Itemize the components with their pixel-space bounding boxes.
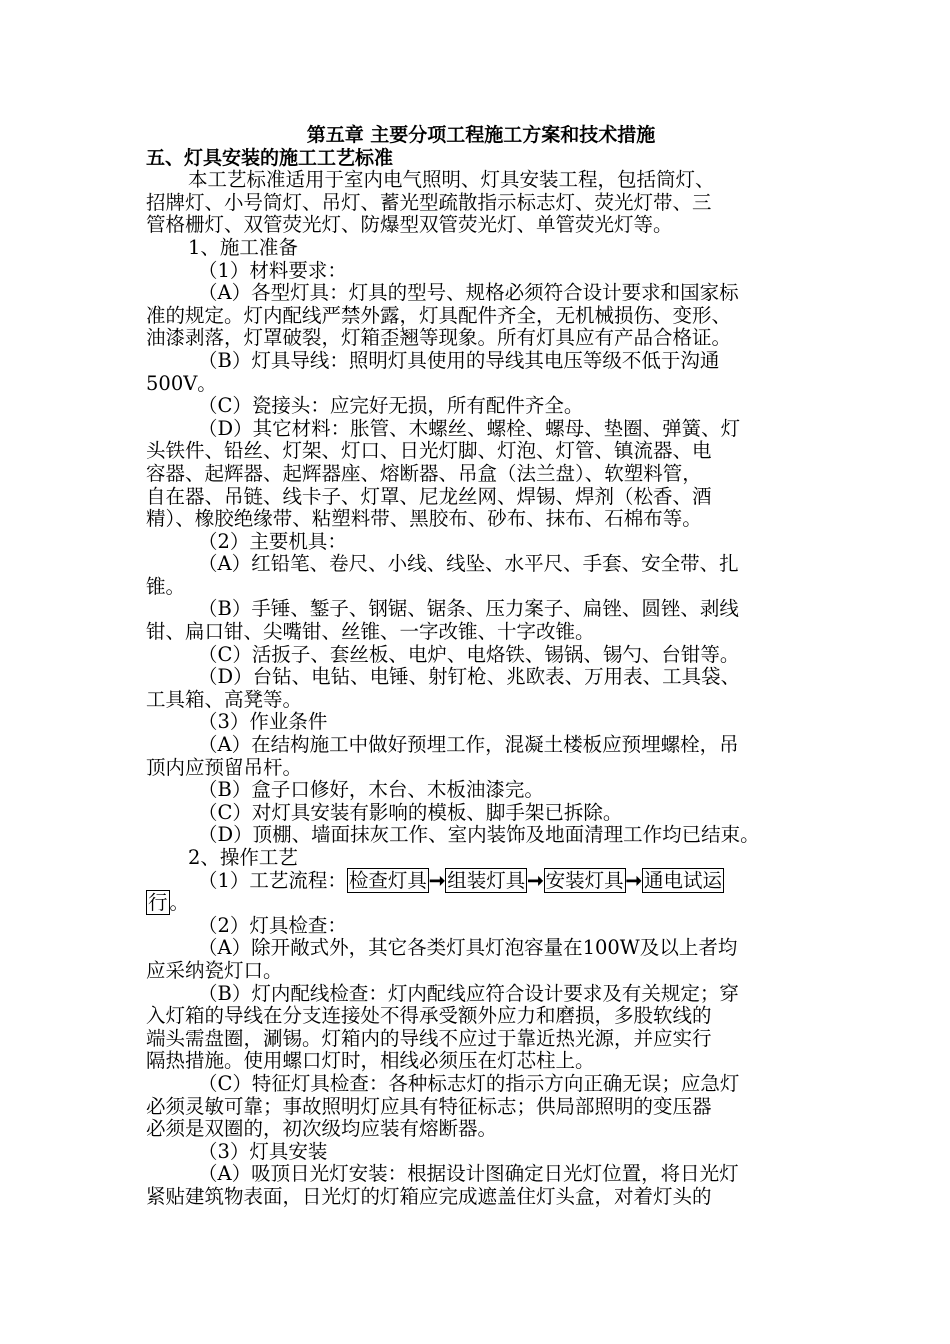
paragraph-line: （B）灯内配线检查：灯内配线应符合设计要求及有关规定；穿 (198, 981, 739, 1005)
paragraph-line: （A）红铅笔、卷尺、小线、线坠、水平尺、手套、安全带、扎 (198, 552, 739, 576)
flow-step-test: 通电试运 (644, 868, 723, 892)
flow-step-check: 检查灯具 (348, 868, 427, 892)
paragraph-line: （B）手锤、錾子、钢锯、锯条、压力案子、扁锉、圆锉、剥线 (198, 597, 739, 621)
paragraph-line: 头铁件、铅丝、灯架、灯口、日光灯脚、灯泡、灯管、镇流器、电 (146, 439, 712, 463)
paragraph-line: （A）各型灯具：灯具的型号、规格必须符合设计要求和国家标 (198, 281, 739, 305)
subheading-inspection: （2）灯具检查： (198, 913, 347, 937)
paragraph-line: 锥。 (146, 574, 186, 598)
section-title: 五、灯具安装的施工工艺标准 (146, 146, 394, 169)
paragraph-line: （C）瓷接头：应完好无损，所有配件齐全。 (198, 394, 584, 418)
paragraph-line: 油漆剥落，灯罩破裂，灯箱歪翘等现象。所有灯具应有产品合格证。 (146, 326, 732, 350)
paragraph-line: 紧贴建筑物表面，日光灯的灯箱应完成遮盖住灯头盒，对着灯头的 (146, 1184, 712, 1208)
paragraph-line: 必须是双圈的，初次级均应装有熔断器。 (146, 1117, 498, 1141)
paragraph-line: 本工艺标准适用于室内电气照明、灯具安装工程，包括筒灯、 (188, 168, 715, 192)
arrow-right-icon: ➞ (527, 868, 544, 892)
paragraph-line: 精）、橡胶绝缘带、粘塑料带、黑胶布、砂布、抹布、石棉布等。 (146, 507, 702, 531)
paragraph-line: （A）吸顶日光灯安装：根据设计图确定日光灯位置，将日光灯 (198, 1162, 739, 1186)
subheading-conditions: （3）作业条件 (198, 710, 328, 734)
flow-step-assemble: 组装灯具 (447, 868, 526, 892)
paragraph-line: 端头需盘圈，涮锡。灯箱内的导线不应过于靠近热光源，并应实行 (146, 1026, 712, 1050)
flow-step-test-tail: 行 (148, 891, 168, 915)
paragraph-line: 顶内应预留吊杆。 (146, 755, 303, 779)
arrow-right-icon: ➞ (625, 868, 642, 892)
arrow-right-icon: ➞ (428, 868, 446, 892)
subheading-installation: （3）灯具安装 (198, 1139, 328, 1163)
paragraph-line: 招牌灯、小号筒灯、吊灯、蓄光型疏散指示标志灯、荧光灯带、三 (146, 190, 712, 214)
paragraph-line: （A）除开敞式外，其它各类灯具灯泡容量在100W及以上者均 (198, 936, 738, 960)
paragraph-line: （D）顶棚、墙面抹灰工作、室内装饰及地面清理工作均已结束。 (198, 823, 760, 847)
subheading-operation: 2、操作工艺 (188, 846, 298, 869)
paragraph-line: 工具箱、高凳等。 (146, 687, 303, 711)
paragraph-line: （D）台钻、电钻、电锤、射钉枪、兆欧表、万用表、工具袋、 (198, 665, 741, 689)
paragraph-line: 应采纳瓷灯口。 (146, 958, 283, 982)
paragraph-line: 钳、扁口钳、尖嘴钳、丝锥、一字改锥、十字改锥。 (146, 620, 595, 644)
paragraph-line: （C）对灯具安装有影响的模板、脚手架已拆除。 (198, 800, 623, 824)
paragraph-line: 隔热措施。使用螺口灯时，相线必须压在灯芯柱上。 (146, 1049, 595, 1073)
subheading-materials: （1）材料要求： (198, 258, 347, 282)
process-flow (146, 870, 806, 893)
paragraph-line: （B）盒子口修好，木台、木板油漆完。 (198, 778, 544, 802)
process-flow-label: （1）工艺流程： (198, 868, 347, 892)
document-body (146, 124, 806, 1209)
paragraph-line: 准的规定。灯内配线严禁外露，灯具配件齐全，无机械损伤、变形、 (146, 303, 732, 327)
paragraph-line: （C）特征灯具检查：各种标志灯的指示方向正确无误；应急灯 (198, 1071, 740, 1095)
paragraph-line: 500V。 (146, 371, 217, 395)
paragraph-line: 入灯箱的导线在分支连接处不得承受额外应力和磨损，多股软线的 (146, 1004, 712, 1028)
subheading-tools: （2）主要机具： (198, 529, 347, 553)
process-flow-continuation (146, 892, 806, 915)
paragraph-line: （C）活扳子、套丝板、电炉、电烙铁、锡锅、锡勺、台钳等。 (198, 642, 740, 666)
paragraph-line: （A）在结构施工中做好预埋工作，混凝土楼板应预埋螺栓，吊 (198, 733, 739, 757)
paragraph-line: 容器、起辉器、起辉器座、熔断器、吊盒（法兰盘）、软塑料管， (146, 461, 702, 485)
paragraph-line: 管格栅灯、双管荧光灯、防爆型双管荧光灯、单管荧光灯等。 (146, 213, 673, 237)
paragraph-line: （D）其它材料：胀管、木螺丝、螺栓、螺母、垫圈、弹簧、灯 (198, 416, 741, 440)
paragraph-line: 自在器、吊链、线卡子、灯罩、尼龙丝网、焊锡、焊剂（松香、酒 (146, 484, 712, 508)
subheading-prep: 1、施工准备 (188, 235, 298, 259)
flow-step-install: 安装灯具 (545, 868, 624, 892)
chapter-title: 第五章 主要分项工程施工方案和技术措施 (306, 124, 656, 146)
paragraph-line: 必须灵敏可靠；事故照明灯应具有特征标志；供局部照明的变压器 (146, 1094, 712, 1118)
paragraph-line: （B）灯具导线：照明灯具使用的导线其电压等级不低于沟通 (198, 348, 720, 372)
flow-punct: 。 (169, 891, 190, 915)
